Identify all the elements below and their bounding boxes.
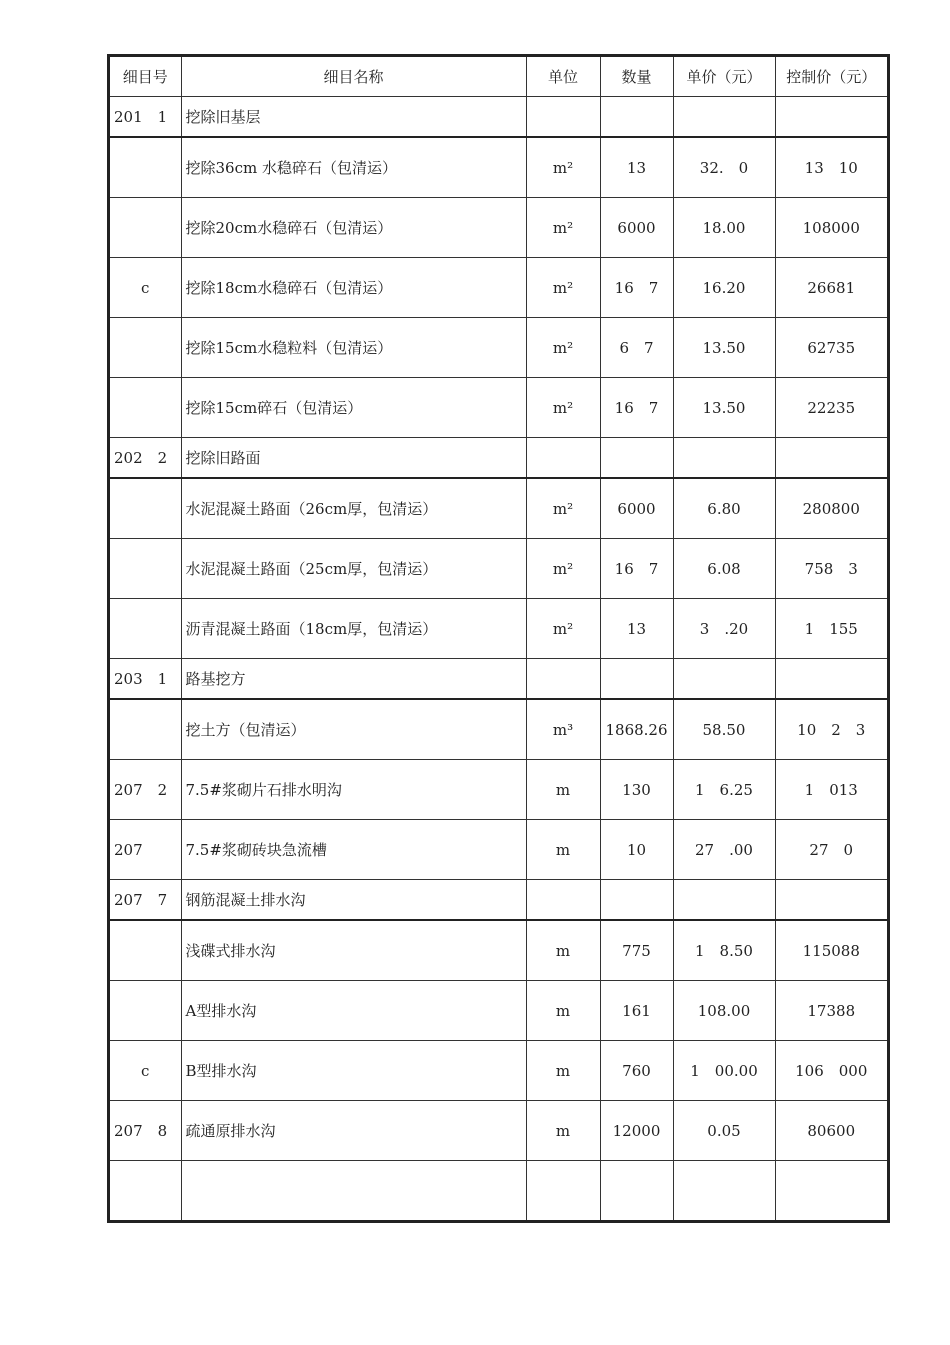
cell-unit: m²: [526, 318, 600, 378]
cell-item-name: A型排水沟: [181, 981, 526, 1041]
cell-item-no: [109, 137, 181, 198]
cell-item-name: 沥青混凝土路面（18cm厚，包清运）: [181, 599, 526, 659]
cell-unit: [526, 97, 600, 138]
table-row: [109, 478, 888, 539]
cell-unit-price: 1 8.50: [673, 920, 775, 981]
table-row: [109, 1101, 888, 1161]
cell-item-name: 水泥混凝土路面（26cm厚，包清运）: [181, 478, 526, 539]
cell-unit: m²: [526, 137, 600, 198]
cell-control-price: 1 013: [775, 760, 888, 820]
cell-unit: m²: [526, 599, 600, 659]
cell-quantity: [600, 1161, 673, 1222]
header-item-no: 细目号: [109, 56, 181, 97]
cell-item-no: [109, 1161, 181, 1222]
table-row: [109, 699, 888, 760]
cell-item-no: [109, 318, 181, 378]
header-unit-price: 单价（元）: [673, 56, 775, 97]
cell-item-name: [181, 1161, 526, 1222]
cell-control-price: 1 155: [775, 599, 888, 659]
cell-item-no: 207 2: [109, 760, 181, 820]
cell-item-name: 挖除18cm水稳碎石（包清运）: [181, 258, 526, 318]
cell-quantity: 6000: [600, 198, 673, 258]
cell-item-no: [109, 920, 181, 981]
cell-item-name: 挖除36cm 水稳碎石（包清运）: [181, 137, 526, 198]
cell-quantity: [600, 438, 673, 479]
cell-item-no: [109, 198, 181, 258]
cell-item-name: 水泥混凝土路面（25cm厚，包清运）: [181, 539, 526, 599]
cell-item-no: c: [109, 258, 181, 318]
cell-quantity: 6000: [600, 478, 673, 539]
cell-item-no: [109, 539, 181, 599]
cell-unit: m: [526, 760, 600, 820]
cell-quantity: [600, 97, 673, 138]
table-row: [109, 1041, 888, 1101]
cell-unit-price: 18.00: [673, 198, 775, 258]
table-row: [109, 659, 888, 700]
cell-unit-price: 32. 0: [673, 137, 775, 198]
cell-unit: [526, 438, 600, 479]
cell-item-name: 挖除15cm碎石（包清运）: [181, 378, 526, 438]
header-control-price: 控制价（元）: [775, 56, 888, 97]
table-body: [109, 97, 888, 1222]
cell-unit: m: [526, 1101, 600, 1161]
cell-unit-price: [673, 438, 775, 479]
table-row: [109, 1161, 888, 1222]
cell-control-price: 108000: [775, 198, 888, 258]
table-row: [109, 198, 888, 258]
cell-item-no: [109, 478, 181, 539]
cell-unit: m: [526, 920, 600, 981]
cell-quantity: [600, 880, 673, 921]
cell-item-no: [109, 378, 181, 438]
table-row: [109, 981, 888, 1041]
cell-unit: [526, 880, 600, 921]
cell-item-name: 挖土方（包清运）: [181, 699, 526, 760]
table-row: [109, 318, 888, 378]
cell-unit: m²: [526, 378, 600, 438]
cell-item-no: 203 1: [109, 659, 181, 700]
cell-control-price: 22235: [775, 378, 888, 438]
cell-quantity: 10: [600, 820, 673, 880]
cell-control-price: 115088: [775, 920, 888, 981]
table-row: [109, 438, 888, 479]
cell-quantity: 16 7: [600, 539, 673, 599]
cell-item-name: 挖除旧路面: [181, 438, 526, 479]
cell-quantity: 13: [600, 137, 673, 198]
cell-control-price: 26681: [775, 258, 888, 318]
cell-control-price: 27 0: [775, 820, 888, 880]
cell-unit-price: 6.80: [673, 478, 775, 539]
cell-unit: [526, 659, 600, 700]
cell-item-no: [109, 981, 181, 1041]
cell-item-name: 浅碟式排水沟: [181, 920, 526, 981]
cell-item-name: 路基挖方: [181, 659, 526, 700]
cell-item-name: 挖除15cm水稳粒料（包清运）: [181, 318, 526, 378]
table-row: [109, 760, 888, 820]
header-row: [109, 56, 888, 97]
cell-control-price: [775, 438, 888, 479]
cell-unit: m³: [526, 699, 600, 760]
table-row: [109, 378, 888, 438]
cell-quantity: 775: [600, 920, 673, 981]
cell-control-price: 62735: [775, 318, 888, 378]
cell-unit: m²: [526, 198, 600, 258]
cell-item-no: 207 7: [109, 880, 181, 921]
cell-unit: m²: [526, 478, 600, 539]
cell-item-name: B型排水沟: [181, 1041, 526, 1101]
cell-unit: m²: [526, 258, 600, 318]
cell-unit-price: 6.08: [673, 539, 775, 599]
cell-quantity: 1868.26: [600, 699, 673, 760]
cell-control-price: 758 3: [775, 539, 888, 599]
cell-unit: [526, 1161, 600, 1222]
cell-control-price: [775, 1161, 888, 1222]
cell-unit-price: 58.50: [673, 699, 775, 760]
cell-control-price: 280800: [775, 478, 888, 539]
cell-control-price: [775, 97, 888, 138]
cell-item-no: 202 2: [109, 438, 181, 479]
cell-unit-price: 108.00: [673, 981, 775, 1041]
bill-of-quantities-table: [108, 55, 889, 1222]
cell-unit-price: 13.50: [673, 318, 775, 378]
cell-unit-price: 16.20: [673, 258, 775, 318]
cell-item-name: 7.5#浆砌片石排水明沟: [181, 760, 526, 820]
table-row: [109, 820, 888, 880]
cell-unit: m: [526, 981, 600, 1041]
cell-control-price: 106 000: [775, 1041, 888, 1101]
cell-quantity: 13: [600, 599, 673, 659]
cell-quantity: 12000: [600, 1101, 673, 1161]
cell-item-name: 挖除20cm水稳碎石（包清运）: [181, 198, 526, 258]
cell-quantity: 161: [600, 981, 673, 1041]
cell-unit: m²: [526, 539, 600, 599]
header-unit: 单位: [526, 56, 600, 97]
table-row: [109, 258, 888, 318]
table-row: [109, 599, 888, 659]
table-row: [109, 97, 888, 138]
table-row: [109, 539, 888, 599]
cell-item-name: 疏通原排水沟: [181, 1101, 526, 1161]
cell-quantity: [600, 659, 673, 700]
cell-item-no: [109, 699, 181, 760]
cell-unit-price: [673, 880, 775, 921]
table-row: [109, 880, 888, 921]
cell-unit-price: [673, 97, 775, 138]
header-item-name: 细目名称: [181, 56, 526, 97]
cell-quantity: 16 7: [600, 378, 673, 438]
cell-control-price: [775, 659, 888, 700]
cell-control-price: [775, 880, 888, 921]
table-row: [109, 920, 888, 981]
header-quantity: 数量: [600, 56, 673, 97]
cell-unit-price: [673, 659, 775, 700]
cell-control-price: 80600: [775, 1101, 888, 1161]
cell-unit-price: [673, 1161, 775, 1222]
cell-unit-price: 3 .20: [673, 599, 775, 659]
cell-control-price: 13 10: [775, 137, 888, 198]
cell-item-name: 7.5#浆砌砖块急流槽: [181, 820, 526, 880]
cell-unit-price: 1 6.25: [673, 760, 775, 820]
cell-item-no: 207 8: [109, 1101, 181, 1161]
cell-item-no: [109, 599, 181, 659]
cell-item-name: 挖除旧基层: [181, 97, 526, 138]
cell-quantity: 130: [600, 760, 673, 820]
cell-quantity: 760: [600, 1041, 673, 1101]
cell-control-price: 17388: [775, 981, 888, 1041]
cell-unit-price: 0.05: [673, 1101, 775, 1161]
cell-item-no: 201 1: [109, 97, 181, 138]
cell-unit-price: 27 .00: [673, 820, 775, 880]
cell-unit-price: 13.50: [673, 378, 775, 438]
table-row: [109, 137, 888, 198]
cell-control-price: 10 2 3: [775, 699, 888, 760]
cell-unit: m: [526, 820, 600, 880]
cell-unit-price: 1 00.00: [673, 1041, 775, 1101]
cell-item-no: c: [109, 1041, 181, 1101]
cell-quantity: 16 7: [600, 258, 673, 318]
cell-quantity: 6 7: [600, 318, 673, 378]
cell-unit: m: [526, 1041, 600, 1101]
cell-item-name: 钢筋混凝土排水沟: [181, 880, 526, 921]
cell-item-no: 207: [109, 820, 181, 880]
